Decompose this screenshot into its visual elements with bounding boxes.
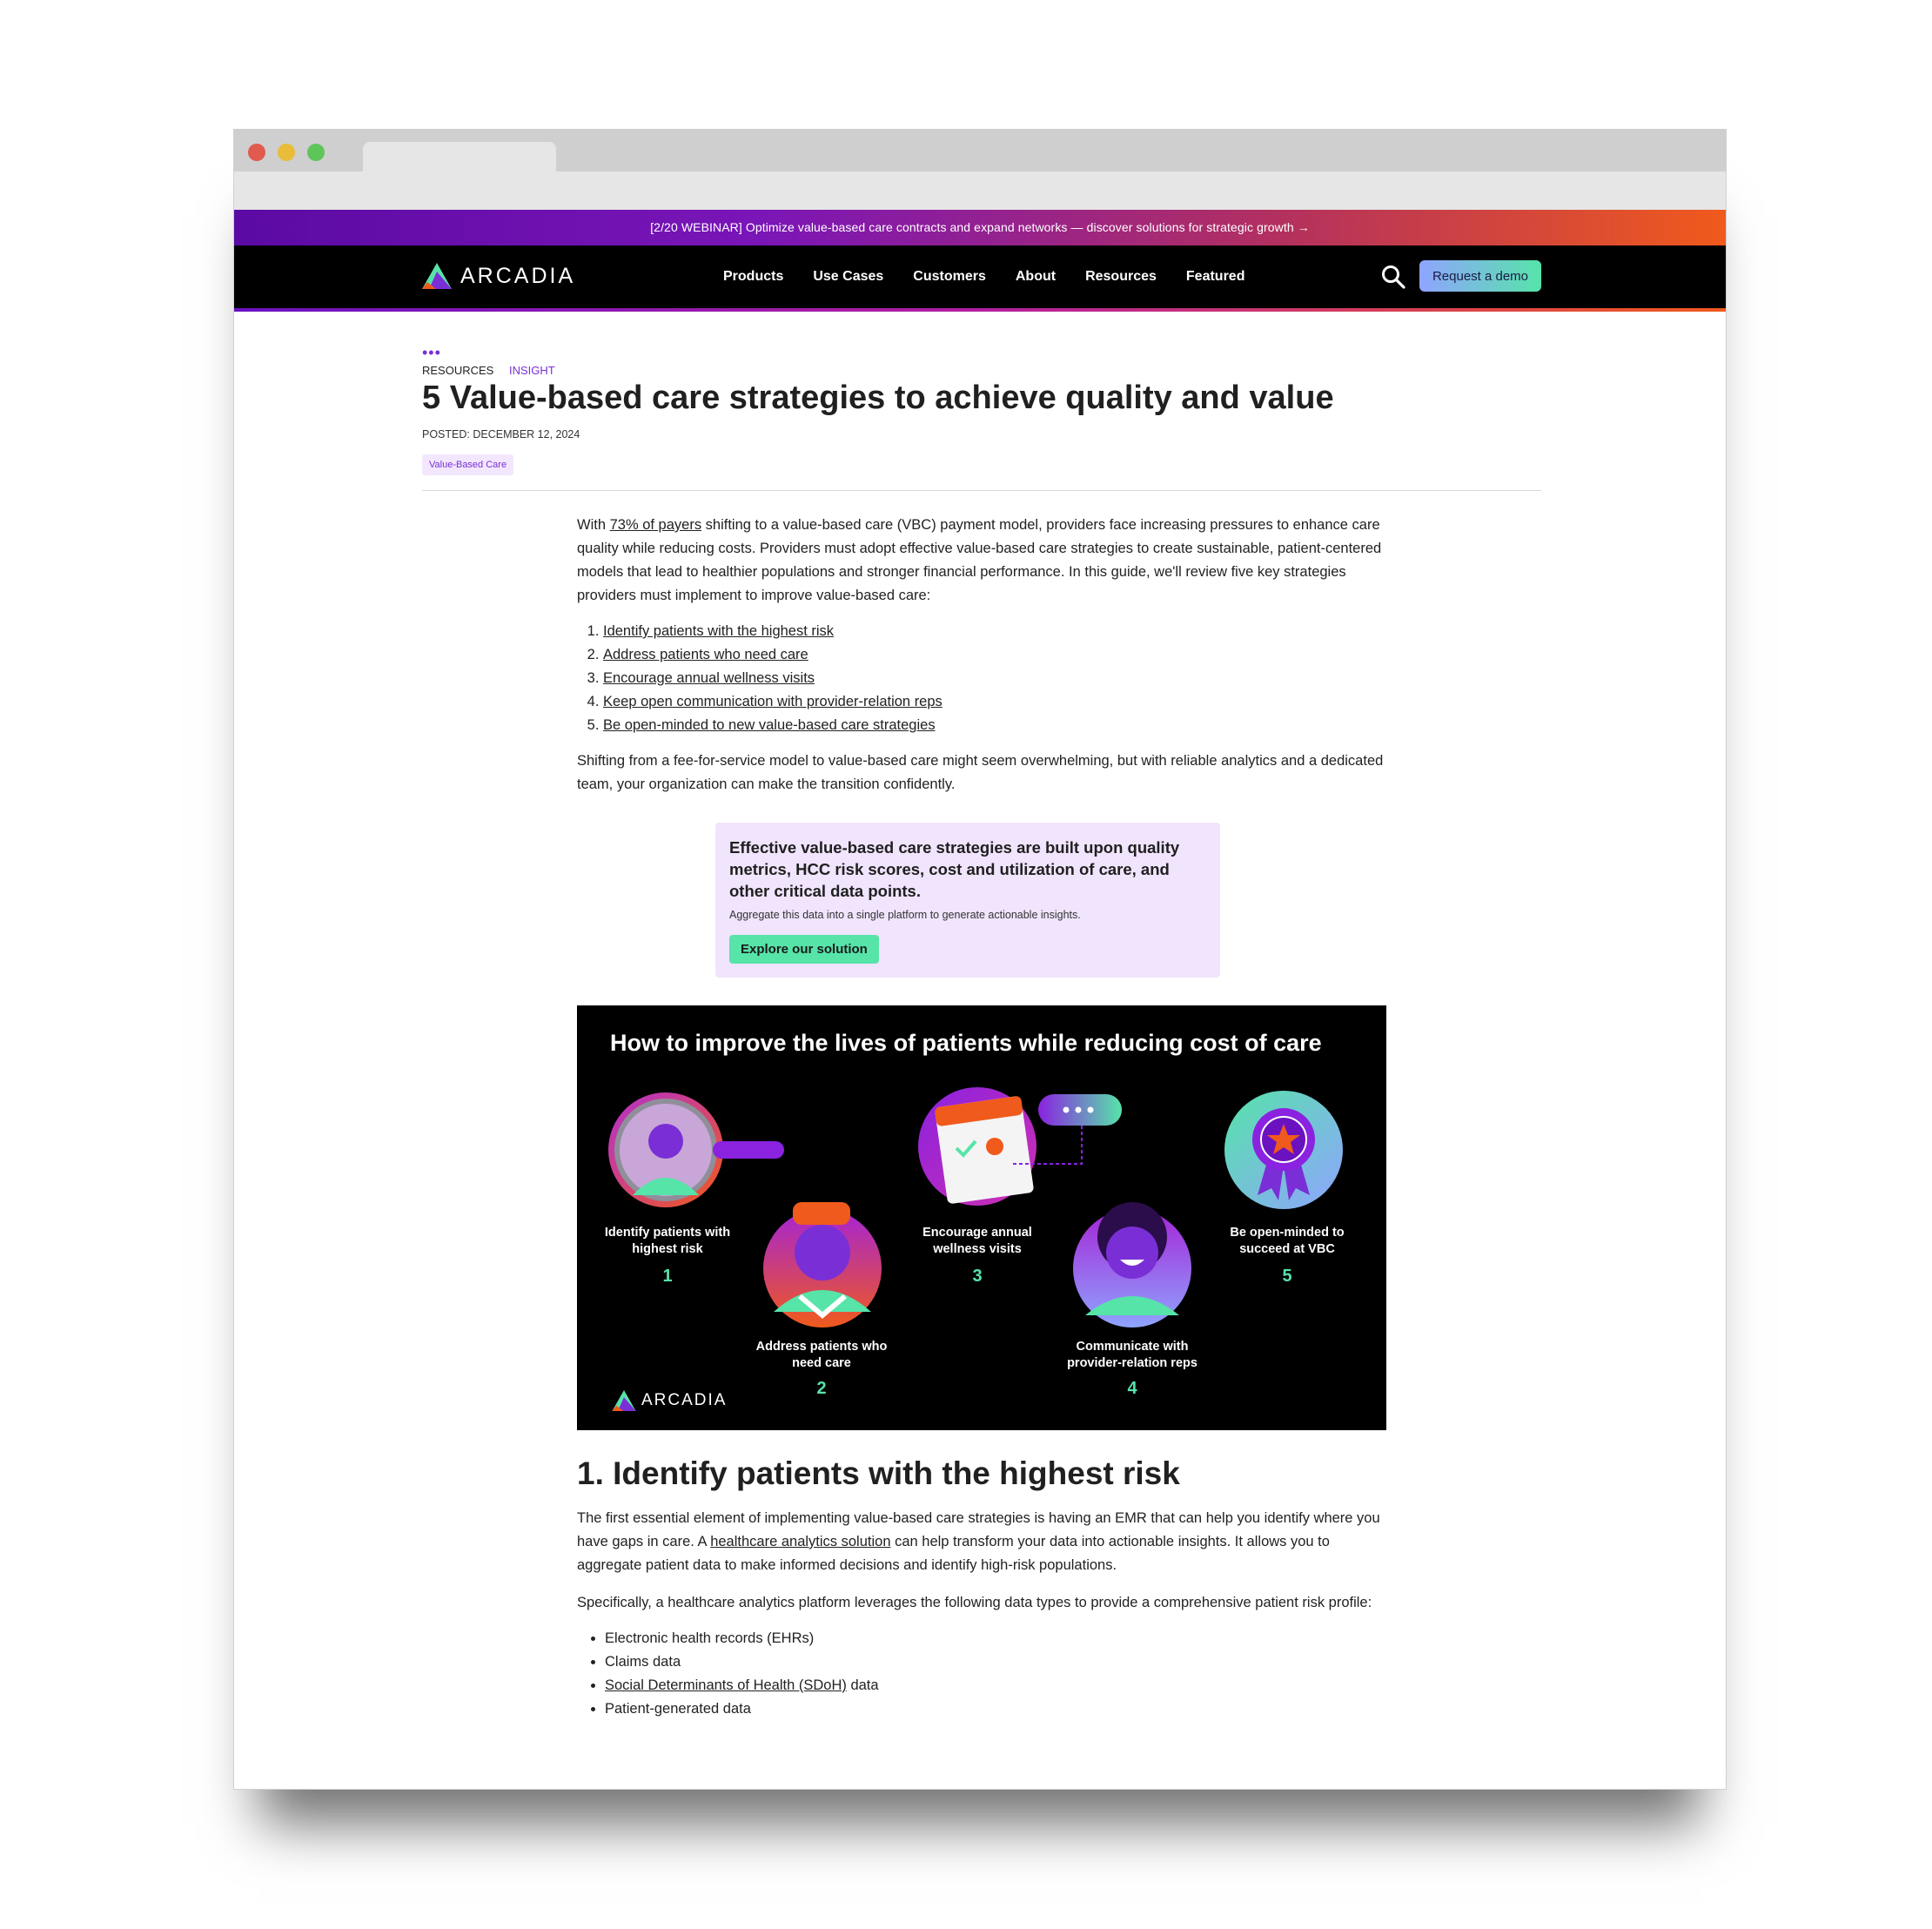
breadcrumb-resources[interactable]: RESOURCES [422, 364, 494, 377]
explore-solution-button[interactable]: Explore our solution [729, 935, 879, 964]
divider [422, 490, 1541, 491]
infographic [577, 1005, 1386, 1430]
infographic-logo [612, 1388, 727, 1412]
step-4-label: Communicate with provider-relation reps [1067, 1340, 1197, 1370]
intro-text-start: With [577, 517, 610, 533]
solution-callout [715, 823, 1220, 978]
callout-subtext: Aggregate this data into a single platform to generate actionable insights. [729, 909, 1081, 921]
web-page [234, 210, 1726, 1789]
search-icon[interactable] [1381, 265, 1405, 289]
section-paragraph-2: Specifically, a healthcare analytics platform leverages the following data types to provide a comprehensive patient risk profile: [577, 1595, 1372, 1610]
page-title: 5 Value-based care strategies to achieve quality and value [422, 380, 1334, 416]
step-3-label: Encourage annual wellness visits [922, 1226, 1032, 1256]
step-1-number: 1 [662, 1267, 673, 1286]
strategy-link-4[interactable]: Keep open communication with provider-relation reps [603, 694, 943, 709]
list-item [603, 667, 1386, 690]
article-body [577, 514, 1386, 1721]
sdoh-link[interactable]: Social Determinants of Health (SDoH) [605, 1677, 847, 1693]
strategy-link-3[interactable]: Encourage annual wellness visits [603, 670, 815, 686]
browser-window [233, 129, 1727, 1790]
brand-logo[interactable] [422, 263, 575, 289]
nav-item-use-cases[interactable]: Use Cases [813, 269, 884, 284]
arcadia-mark-icon [422, 263, 452, 289]
section-heading: 1. Identify patients with the highest risk [577, 1455, 1180, 1491]
nav-accent-line [234, 308, 1726, 312]
strategy-link-1[interactable]: Identify patients with the highest risk [603, 623, 835, 639]
list-item: • Patient-generated data [605, 1697, 1386, 1721]
section-text-start: The first essential element of implementing value-based care strategies is having an EMR that can help you identify where you have gaps in care. A [577, 1510, 1380, 1549]
infographic-wordmark: ARCADIA [641, 1391, 728, 1409]
list-item [603, 714, 1386, 737]
list-item: • Electronic health records (EHRs) [605, 1627, 1386, 1650]
callout-heading: Effective value-based care strategies are built upon quality metrics, HCC risk scores, cost and utilization of care, and other critical data points. [729, 838, 1180, 900]
transition-paragraph: Shifting from a fee-for-service model to value-based care might seem overwhelming, but with reliable analytics and a dedicated team, your organization can make the transition confidently. [577, 753, 1384, 792]
posted-date: POSTED: DECEMBER 12, 2024 [422, 428, 580, 440]
nav-item-featured[interactable]: Featured [1185, 269, 1245, 284]
browser-titlebar [234, 130, 1726, 171]
main-nav [234, 245, 1726, 308]
list-item [603, 690, 1386, 714]
promo-banner[interactable]: [2/20 WEBINAR] Optimize value-based care contracts and expand networks — discover solutions for strategic growth → [234, 210, 1726, 245]
list-item [603, 620, 1386, 643]
step-2-number: 2 [816, 1379, 827, 1398]
nav-item-customers[interactable]: Customers [913, 269, 986, 284]
step-5-number: 5 [1282, 1267, 1292, 1286]
intro-paragraph [577, 514, 1386, 608]
strategy-list [577, 620, 1386, 737]
infographic-title: How to improve the lives of patients while reducing cost of care [610, 1030, 1322, 1056]
maximize-dot[interactable] [307, 144, 325, 161]
nav-item-resources[interactable]: Resources [1085, 269, 1157, 284]
breadcrumb [422, 364, 555, 377]
nav-links [723, 245, 1244, 308]
data-types-list [577, 1627, 1386, 1721]
patient-avatar-icon [761, 1199, 883, 1329]
list-item [605, 1674, 1386, 1697]
browser-tab[interactable] [363, 142, 556, 173]
nav-item-about[interactable]: About [1015, 269, 1057, 284]
section-paragraph-1 [577, 1507, 1386, 1577]
topic-tag[interactable]: Value-Based Care [422, 454, 513, 475]
step-5-label: Be open-minded to succeed at VBC [1230, 1226, 1345, 1256]
intro-text-rest: shifting to a value-based care (VBC) payment model, providers face increasing pressures to enhance care quality while reducing costs. Providers must adopt effective value-based care strategies to create sustainable, patient-centered models that lead to healthier populations and stronger financial performance. In this guide, we'll review five key strategies providers must implement to improve value-based care: [577, 517, 1382, 603]
arcadia-mark-icon [612, 1390, 636, 1411]
nav-item-products[interactable]: Products [723, 269, 784, 284]
step-3-number: 3 [972, 1267, 983, 1286]
rep-avatar-icon [1071, 1199, 1193, 1329]
brand-wordmark: ARCADIA [460, 263, 576, 288]
breadcrumb-insight[interactable]: INSIGHT [508, 364, 555, 377]
analytics-solution-link[interactable]: healthcare analytics solution [710, 1534, 891, 1549]
step-2-label: Address patients who need care [755, 1340, 888, 1370]
step-4-number: 4 [1127, 1379, 1137, 1398]
calendar-icon [916, 1085, 1125, 1216]
section-text-rest: can help transform your data into actionable insights. It allows you to aggregate patient data to make informed decisions and identify high-risk populations. [577, 1534, 1330, 1573]
sdoh-suffix: data [846, 1677, 879, 1693]
step-1-label: Identify patients with highest risk [604, 1226, 731, 1256]
more-dots-icon: ••• [422, 344, 441, 361]
magnifier-patient-icon [607, 1091, 807, 1213]
strategy-link-5[interactable]: Be open-minded to new value-based care strategies [603, 717, 936, 733]
minimize-dot[interactable] [278, 144, 295, 161]
browser-toolbar [234, 171, 1726, 210]
list-item: • Claims data [605, 1650, 1386, 1674]
request-demo-button[interactable]: Request a demo [1419, 260, 1541, 292]
close-dot[interactable] [248, 144, 265, 161]
strategy-link-2[interactable]: Address patients who need care [603, 647, 808, 662]
payers-stat-link[interactable]: 73% of payers [609, 517, 702, 533]
list-item [603, 643, 1386, 667]
award-ribbon-icon [1223, 1089, 1345, 1211]
